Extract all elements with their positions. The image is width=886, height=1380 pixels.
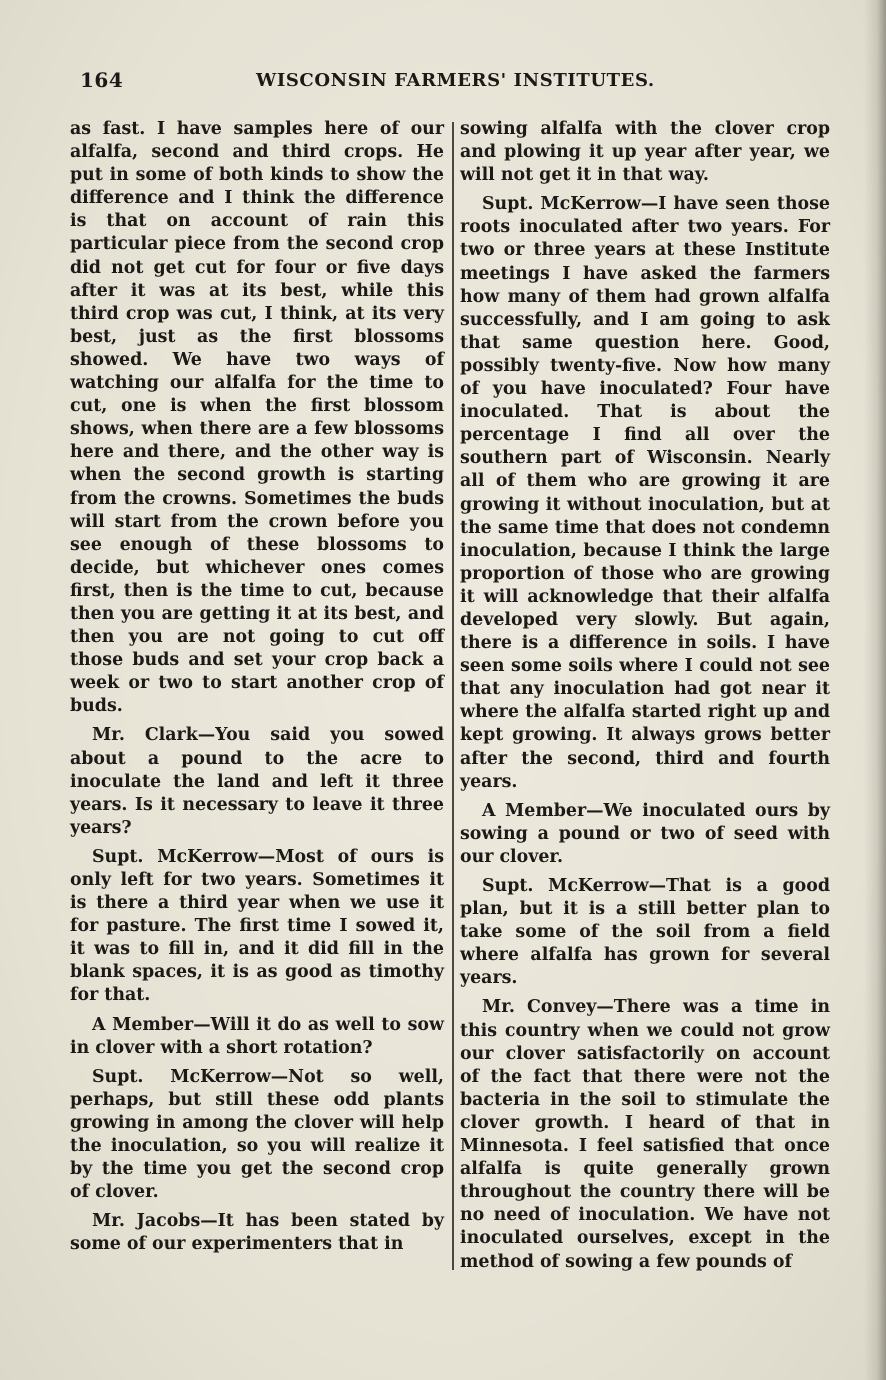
- right-paragraph-2: Supt. McKerrow—I have seen those roots inoculated after two years. For two or three years at these Institute meetings I have asked the farmers how many of them had grown alfalfa successfully, and I am going to ask that same question here. Good, possibly twenty-five. Now how many of you have inoculated? Four have inoculated. That is about the percentage I find all over the southern part of Wisconsin. Nearly all of them who are growing it are growing it without inoculation, but at the same time that does not condemn inoculation, because I think the large proportion of those who are growing it will acknowledge that their alfalfa developed very slowly. But again, there is a difference in soils. I have seen some soils where I could not see that any inoculation had got near it where the alfalfa started right up and kept growing. It always grows better after the second, third and fourth years.: [460, 194, 830, 792]
- left-paragraph-4: A Member—Will it do as well to sow in clover with a short rotation?: [70, 1014, 444, 1058]
- left-column: [70, 118, 444, 1263]
- left-paragraph-5: Supt. McKerrow—Not so well, perhaps, but still these odd plants growing in among the clover will help the inoculation, so you will realize it by the time you get the second crop of clover.: [70, 1066, 444, 1203]
- right-paragraph-4: Supt. McKerrow—That is a good plan, but it is a still better plan to take some of the soil from a field where alfalfa has grown for several years.: [460, 876, 830, 989]
- column-divider: [452, 122, 454, 1270]
- right-paragraph-5: Mr. Convey—There was a time in this country when we could not grow our clover satisfactorily on account of the fact that there were not the bacteria in the soil to stimulate the clover growth. I heard of that in Minnesota. I feel satisfied that once alfalfa is quite generally grown throughout the country there will be no need of inoculation. We have not inoculated ourselves, except in the method of sowing a few pounds of: [460, 997, 830, 1272]
- right-paragraph-1: sowing alfalfa with the clover crop and plowing it up year after year, we will not get it in that way.: [460, 119, 830, 186]
- page-edge-shadow: [864, 0, 886, 1380]
- left-paragraph-2: Mr. Clark—You said you sowed about a pound to the acre to inoculate the land and left it three years. Is it necessary to leave it three years?: [70, 725, 444, 838]
- page-number: 164: [80, 68, 124, 92]
- left-paragraph-6: Mr. Jacobs—It has been stated by some of our experimenters that in: [70, 1211, 444, 1255]
- running-head: WISCONSIN FARMERS' INSTITUTES.: [256, 70, 655, 91]
- left-paragraph-1: as fast. I have samples here of our alfalfa, second and third crops. He put in some of both kinds to show the difference and I think the difference is that on account of rain this particular piece from the second crop did not get cut for four or five days after it was at its best, while this third crop was cut, I think, at its very best, just as the first blossoms showed. We have two ways of watching our alfalfa for the time to cut, one is when the first blossom shows, when there are a few blossoms here and there, and the other way is when the second growth is starting from the crowns. Sometimes the buds will start from the crown before you see enough of these blossoms to decide, but whichever ones comes first, then is the time to cut, because then you are getting it at its best, and then you are not going to cut off those buds and set your crop back a week or two to start another crop of buds.: [70, 119, 444, 717]
- page-header: [80, 68, 660, 100]
- left-paragraph-3: Supt. McKerrow—Most of ours is only left for two years. Sometimes it is there a third year when we use it for pasture. The first time I sowed it, it was to fill in, and it did fill in the blank spaces, it is as good as timothy for that.: [70, 846, 444, 1006]
- right-column: [460, 118, 830, 1280]
- right-paragraph-3: A Member—We inoculated ours by sowing a pound or two of seed with our clover.: [460, 800, 830, 867]
